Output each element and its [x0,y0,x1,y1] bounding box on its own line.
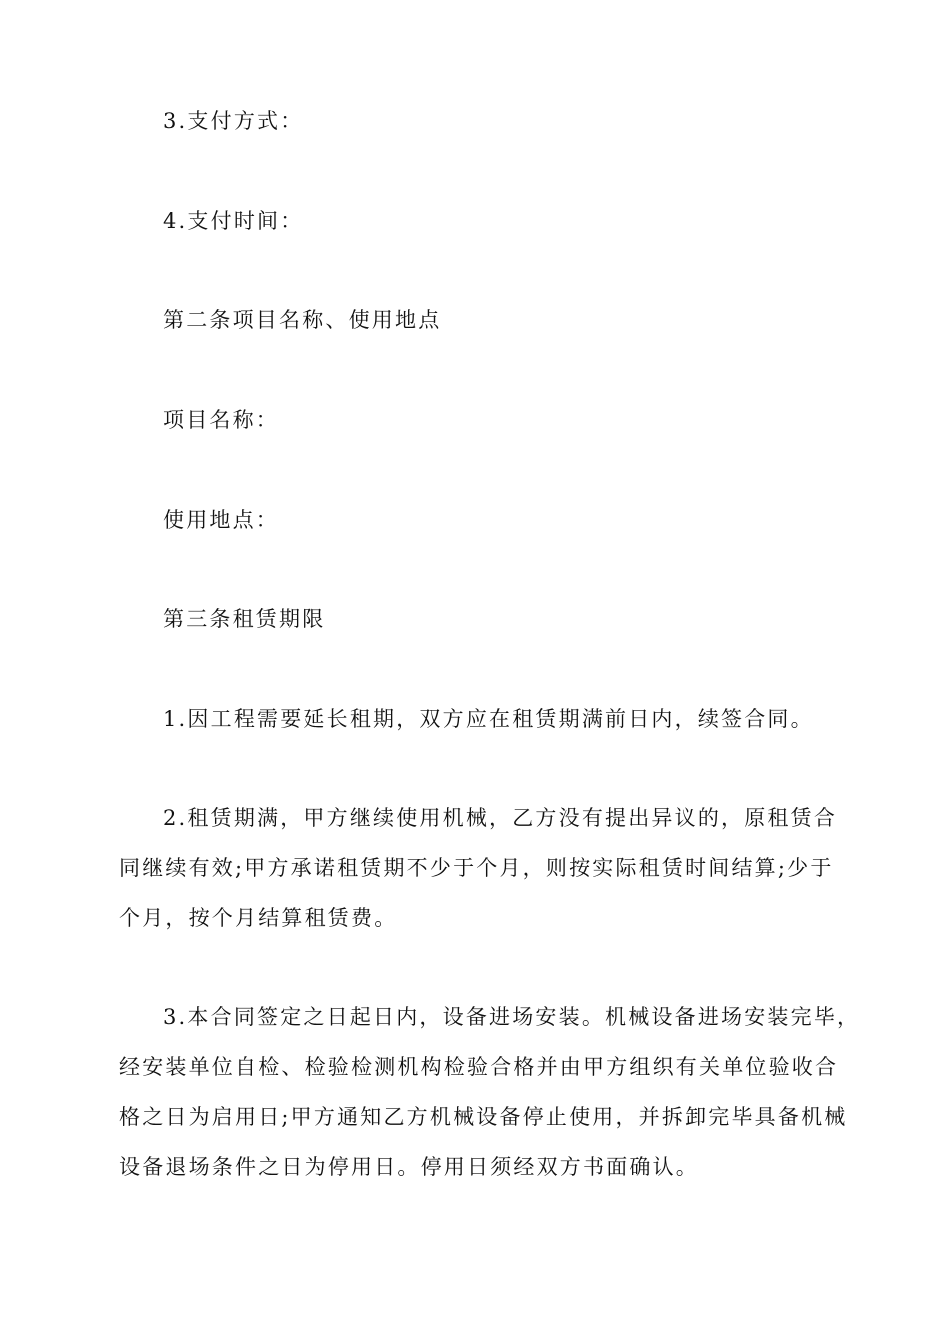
payment-time-line: 4.支付时间： [163,209,304,233]
installation-clause-line-2: 经安装单位自检、检验检测机构检验合格并由甲方组织有关单位验收合 [119,1055,839,1079]
article-two-heading: 第二条项目名称、使用地点 [163,308,442,332]
payment-method-line: 3.支付方式： [163,109,304,133]
lease-expiry-clause-line-3: 个月，按个月结算租赁费。 [119,906,398,930]
usage-location-line: 使用地点： [163,508,279,532]
lease-expiry-clause-line-1: 2.租赁期满，甲方继续使用机械，乙方没有提出异议的，原租赁合 [163,806,838,830]
lease-extension-clause: 1.因工程需要延长租期，双方应在租赁期满前日内，续签合同。 [163,707,814,731]
lease-expiry-clause-line-2: 同继续有效;甲方承诺租赁期不少于个月，则按实际租赁时间结算;少于 [119,856,834,880]
installation-clause-line-1: 3.本合同签定之日起日内，设备进场安装。机械设备进场安装完毕， [163,1005,861,1029]
installation-clause-line-3: 格之日为启用日;甲方通知乙方机械设备停止使用，并拆卸完毕具备机械 [119,1105,848,1129]
project-name-line: 项目名称： [163,408,279,432]
installation-clause-line-4: 设备退场条件之日为停用日。停用日须经双方书面确认。 [119,1155,699,1179]
article-three-heading: 第三条租赁期限 [163,607,326,631]
